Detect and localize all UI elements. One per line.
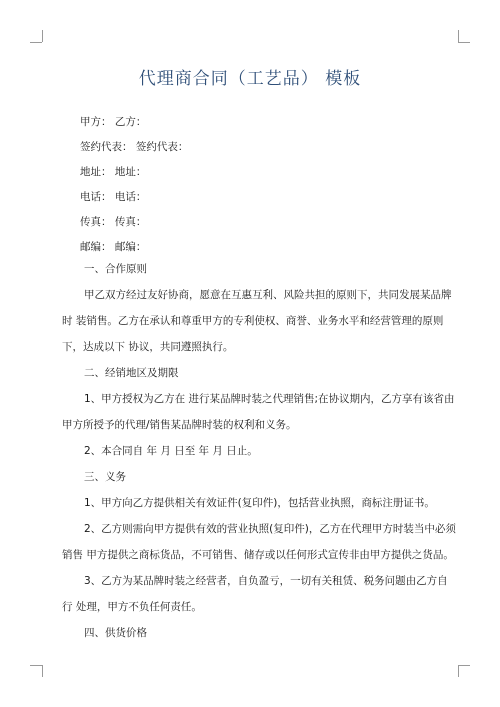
- paragraph-line: 时 装销售。乙方在承认和尊重甲方的专利使权、商誉、业务水平和经营管理的原则: [62, 315, 444, 327]
- paragraph-line: 行 处理，甲方不负任何责任。: [62, 601, 202, 613]
- document-title: 代理商合同（工艺品） 模板: [138, 69, 362, 89]
- section-heading: 一、合作原则: [84, 263, 147, 275]
- paragraph-line: 1、甲方授权为乙方在 进行某品牌时装之代理销售;在协议期内，乙方享有该省由: [84, 393, 455, 405]
- phone-field: 电话： 电话：: [80, 191, 147, 203]
- paragraph-line: 下，达成以下 协议，共同遵照执行。: [62, 341, 234, 353]
- paragraph-line: 3、乙方为某品牌时装之经营者，自负盈亏，一切有关租赁、税务问题由乙方自: [84, 575, 448, 587]
- fax-field: 传真： 传真：: [80, 216, 147, 228]
- section-heading: 二、经销地区及期限: [84, 367, 179, 379]
- party-field: 甲方： 乙方：: [80, 116, 147, 128]
- paragraph-line: 1、甲方向乙方提供相关有效证件(复印件)，包括营业执照，商标注册证书。: [84, 497, 435, 509]
- document-body: [62, 256, 456, 646]
- section-heading: 三、义务: [84, 471, 126, 483]
- address-field: 地址： 地址：: [80, 166, 147, 178]
- paragraph-line: 甲方所授予的代理/销售某品牌时装的权利和义务。: [62, 419, 297, 431]
- paragraph-line: 销售 甲方提供之商标货品，不可销售、储存或以任何形式宣传非由甲方提供之货品。: [62, 549, 454, 561]
- paragraph-line: 甲乙双方经过友好协商，愿意在互惠互利、风险共担的原则下，共同发展某品牌: [84, 289, 452, 301]
- paragraph-line: 2、本合同自 年 月 日至 年 月 日止。: [84, 445, 258, 457]
- postcode-field: 邮编： 邮编：: [80, 241, 147, 253]
- paragraph-line: 2、乙方则需向甲方提供有效的营业执照(复印件)，乙方在代理甲方时装当中必须: [84, 523, 456, 535]
- section-heading: 四、供货价格: [84, 627, 147, 639]
- representative-field: 签约代表： 签约代表：: [80, 141, 189, 153]
